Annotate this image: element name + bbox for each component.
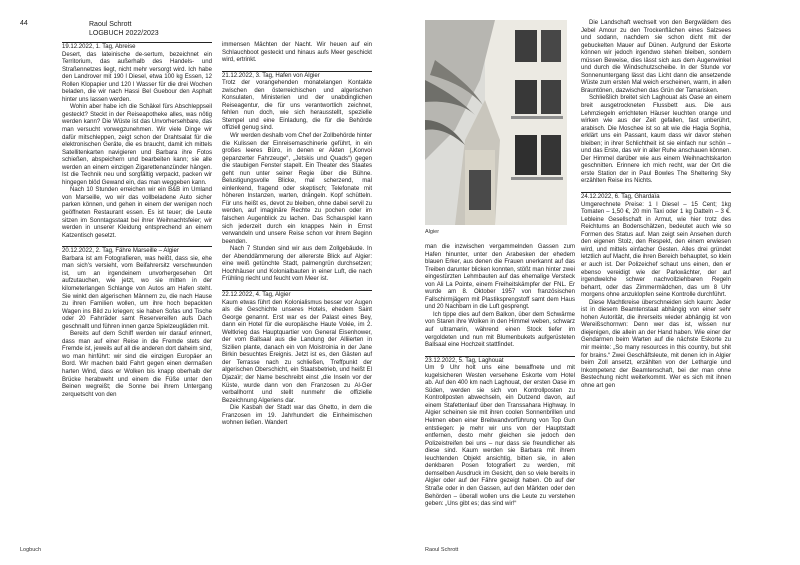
entry-heading: 22.12.2022, 4. Tag, Algier [222, 290, 372, 300]
building-photo [425, 20, 567, 225]
photo-image [425, 20, 567, 225]
paragraph: Bereits auf dem Schiff werden wir darauf erinnert, dass man auf einer Reise in die Fremde stets der Fremde ist, jeweils auf all die anderen dort daheim sind, wo man hinführt: wir sind die einzigen Europäer an Bord. Wir machen bald Fahrt gegen einen dermaßen harten Wind, dass er Wolken bis knapp oberhalb der Brücke herabweht und einem die Füße unter den Beinen wegreißt; die Sonne bei ihrem Untergang zerquetscht von den [62, 331, 212, 398]
entry-heading: 24.12.2022, 6. Tag, Ghardaïa [581, 192, 731, 202]
photo-caption: Algier [425, 229, 440, 235]
paragraph: Wohin aber habe ich die Schäkel fürs Abschleppseil gesteckt? Steckt in der Reiseapotheke alles, was nötig werden kann? Die Wüste ist das Unvorhersehbare, das man versucht vorwegzunehmen. Wir viele Dinge wir dafür mitschleppen, zeigt schon der Drahtsalat für die elektronischen Geräte, die es braucht, damit ich mittels Satellitenkarten navigieren und Barbara ihre Fotos schießen, abspeichern und bearbeiten kann; sie alle werden an einem einzigen Zigarettenanzünder hängen. Ist die Technik neu und sorgfältig verpackt, packen wir hingegen blöd Gewand ein, das man weggeben kann. [62, 104, 212, 186]
paragraph: Nach 10 Stunden erreichen wir ein B&B im Umland von Marseille, wo wir das vollbeladene Auto sicher parken können, und gehen in einem der wenigen noch geöffneten Restaurant essen. Es ist teuer; die Leute sitzen im Sonntagsstaat bei ihrer Weihnachtsfeier; wir werden in unserer Kleidung entsprechend an einem Katzentisch gesetzt. [62, 187, 212, 239]
entry-heading: 21.12.2022, 3. Tag, Hafen von Algier [222, 71, 372, 81]
paragraph: Diese Machtkreise überschneiden sich kaum: Jeder ist in diesem Beamtenstaat abhängig von einer sehr hohen Autorität, die ihrerseits wieder abhängig ist von Wereißschornwn: Denn wer das ist, wissen nur diejenigen, die allein an der Hand haben. Wie einer der Gendarmen beim Warten auf die nächste Eskorte zu mir meinte: „So many resources in this country, but shit for brains.“ Zwei Geschäftsleute, mit denen ich in Algier beim Zoll ansetzt, erzählten von der Lethargie und Inkompetenz der Beamtenschaft, bei der man ohne Bestechung nicht weiterkommt. Wer es sich mit ihnen ohne art gen [581, 299, 731, 389]
page-number: 44 [20, 20, 28, 27]
column-3 [425, 244, 575, 509]
paragraph: Die Landschaft wechselt von den Bergwäldern des Jebel Amour zu den Trockenflächen eines Salzsees und sodann, nachdem sie schon dicht mit der gebuckelten Mauer auf Dünen. Aufgrund der Eskorte können wir jedoch irgendwo stehen bleiben, sondern müssen Beweise, dies lässt sich aus dem Augenwinkel und durch die Windschutzscheibe. In der Stunde vor Sonnenuntergang lässt das Licht dann die ansetzende Wüste zum ersten Mal weich erscheinen, warm, in allen Brauntönen, dazwischen das Grün der Tamarisken. [581, 20, 731, 94]
column-1 [62, 42, 212, 399]
author-name: Raoul Schrott [89, 21, 132, 28]
footer-right: Raoul Schrott [425, 547, 459, 553]
footer-left: Logbuch [20, 547, 42, 553]
paragraph: Barbara ist am Fotografieren, was heißt, dass sie, ehe man sich's versieht, vom Beifahrersitz verschwunden ist, um an irgendeinem unvorhergesehen Ort aufzutauchen, wie jetzt, wo sie mitten in der kilometerlangen Schlange von Autos am Hafen steht. Sie winkt den algerischen Männern zu, die nach Hause zu ihren Familien wollen, um ihre hoch bepackten Wagen ins Bild zu kriegen; sie haben Sofas und Tische oder 20 Fahrräder samt Reservereifen aufs Dach geschnallt und führen innen ganze Spielzeugläden mit. [62, 255, 212, 330]
entry-heading: 19.12.2022, 1. Tag, Abreise [62, 42, 212, 52]
column-4 [581, 20, 731, 390]
paragraph: Die Kasbah der Stadt war das Ghetto, in dem die Franzosen im 19. Jahrhundert die Einheimischen wohnen ließen. Wandert [222, 405, 372, 427]
paragraph: Trotz der vorangehenden monatelangen Kontakte zwischen den österreichischen und algerischen Konsulaten, Ministerien und der unabdinglichen Reiseagentur, die für uns verantwortlich zeichnet, fehlen nun doch, wie sich herausstellt, spezielle Stempel und eine Einladung, die für die Behörde offiziell genug sind. [222, 80, 372, 132]
paragraph: Wir werden deshalb vom Chef der Zollbehörde hinter die Kulissen der Einreisemaschinerie geführt, in ein großes leeres Büro, in denen er Akten („Konvoi gepanzerter Fahrzeuge“, „Jetskis und Quads“) gegen die staubigen Fenster stapelt. Ein Theater des Staates geht nun unter seiner Regie über die Bühne. Belustigungsvolle Blicke, mal scherzend, mal einlenkend, fragend oder skeptisch; Telefonate mit höheren Instanzen, warten, drängeln. Kopf schütteln. Für uns heißt es, devot zu bleiben, ohne dabei servil zu werden, auf imaginäre Rechte zu pochen oder im falschen Augenblick zu lachen. Das Schauspiel kann sich jederzeit durch ein knappes Nein in Ernst verwandeln und unsere Reise schon vor ihrem Beginn beenden. [222, 133, 372, 245]
book-title: LOGBUCH 2022/2023 [89, 30, 159, 37]
running-head [89, 20, 159, 38]
paragraph: Um 9 Uhr holt uns eine bewaffnete und mit kugelsicheren Westen versehene Eskorte vom Hotel ab. Auf den 400 km nach Laghouat, der ersten Oase im Süden, werden sie sich von Kontrollposten zu Kontrollposten abwechseln, ein Dutzend davon, auf einem Stafettenlauf über den Transsahara Highway. In Algier scheinen sie mit ihren coolen Sonnenbrillen und Helmen eben einer Breitwandvorführung von Top Gun entstiegen: je mehr wir uns von der Hauptstadt entfernen, desto mehr gleichen sie jedoch den Polizeistreifen bei uns – nur dass sie freundlicher als diese sind. Kaum werden sie Barbara mit ihrem leuchtenden Objekt ansichtig, bitten sie, in allen denkbaren Posen fotografiert zu werden, mit demselben Ausdruck im Gesicht, den so viele bereits in Algier oder auf der Fähre gezeigt haben. Ob auf der Straße oder in den Gassen, auf den Märkten oder den Behörden – überall wollen uns die Leute zu verstehen geben: „Uns gibt es; das sind wir!“ [425, 365, 575, 508]
column-2 [222, 42, 372, 428]
paragraph: man die inzwischen vergammelnden Gassen zum Hafen hinunter, unter den Arabesken der ehedem blauen Erker, aus denen die Frauen unerkannt auf das Treiben darunter blicken konnten, stößt man hinter zwei eingestürzten Lehmbauten auf das ehemalige Versteck von Ali La Pointe, einem Freiheitskämpfer der FNL. Er wurde am 8. Oktober 1957 von französischen Fallschirmjägern mit Plastiksprengstoff samt dem Haus und 20 Nachbarn in die Luft gesprengt. [425, 244, 575, 311]
entry-heading: 20.12.2022, 2. Tag, Fähre Marseille – Algier [62, 246, 212, 256]
paragraph: immensen Mächten der Nacht. Wir heuen auf ein Schlauchboot gesteckt und hinaus aufs Meer geschickt wird, ertrinkt. [222, 42, 372, 64]
paragraph: Schließlich breitet sich Laghouat als Oase an einem breit ausgetrockneten Flussbett aus. Die aus Lehmziegeln errichteten Häuser leuchten orange und wirken wie aus der Zeit gefallen, fast unberührt, arabisch. Die Moschee ist so alt wie die Hagia Sophia, erklärt uns ein Passant, kaum dass wir davor stehen bleiben; in ihrer Schlichtheit ist sie einfach nur schön – und das Erste, das wir in aller Ruhe anschauen können. Der Himmel darüber wie aus einem Weihnachtskarton geschnitten. Erinnere ich mich recht, war der Ort die erste Station der in Paul Bowles The Sheltering Sky erzählten Reise ins Nichts. [581, 95, 731, 185]
paragraph: Kaum etwas führt den Kolonialismus besser vor Augen als die Geschichte unseres Hotels, ehedem Saint George genannt. Erst war es der Palast eines Bey, dann ein Hotel für die europäische Haute Volée, im 2. Weltkrieg das Hauptquartier von General Eisenhower, der vom Ballsaal aus die Landung der Alliierten in Sizilien plante, danach ein von Moistroinia in der Jane Birkin besuchtes Ereignis. Jetzt ist es, den Gästen auf der Terrasse nach zu schließen, Treffpunkt der algerischen Oberschicht, ein Staatsbetrieb, und heißt El Djazaïr; der Name beschreibt einst „die Inseln vor der Küste, wurde dann von den Franzosen zu Al-Ger verballhornt und stellt nunmehr die offizielle Bezeichnung Algeriens dar. [222, 299, 372, 404]
paragraph: Ich tippe dies auf dem Balkon, über dem Schwärme von Staren ihre Wolken in den Himmel weben, schwarz auf ultramarin, während einen Stock tiefer im vergoldeten und nun mit Blumenbukets aufgerüsteten Ballsaal eine Hochzeit stattfindet. [425, 311, 575, 349]
entry-heading: 23.12.2022, 5. Tag, Laghouat [425, 356, 575, 366]
paragraph: Umgerechnete Preise: 1 l Diesel – 15 Cent; 1kg Tomaten – 1,50 €, 20 min Taxi oder 1 kg Datteln – 3 €. Lebleine Gesellschaft in Armut, wie hier trotz des Reichtums an Bodenschätzen, bedeutet auch wie so Formen des Status auf. Man zeigt sein Ansehen durch den eigenen Stolz, den Respekt, den einem erwiesen wird, und mittels einfacher Gesten. Alles drei gründet letztlich auf Macht, die ihren Bereich behauptet, so klein er auch ist. Der Polizeichef schaut uns einen, den er ebenso vereidigt wie der Parkwächter, der auf irgendwelche schwer nachvollziehbaren Regeln beharrt, oder das Zimmermädchen, das um 8 Uhr morgens ohne anzuklopfen seine Kontrolle durchführt. [581, 201, 731, 299]
paragraph: Desert, das lateinische de-sertum, bezeichnet ein Territorium, das außerhalb des Handels- und Straßennetzes liegt, nicht mehr versorgt wird. Ich habe den Landrover mit 190 l Diesel, etwa 100 kg Essen, 12 Rollen Klopapier und 120 l Wasser für die drei Wochen beladen, die wir nach Hassi Bel Guebour den Asphalt hinter uns lassen werden. [62, 51, 212, 103]
paragraph: Nach 7 Stunden sind wir aus dem Zollgebäude. In der Abenddämmerung der allererste Blick auf Algier: eine weiß getünchte Stadt, palmengrün durchsetzen; Hochhäuser und Kolonialbauten in einer Luft, die nach Frühling riecht und feucht vom Meer ist. [222, 246, 372, 283]
